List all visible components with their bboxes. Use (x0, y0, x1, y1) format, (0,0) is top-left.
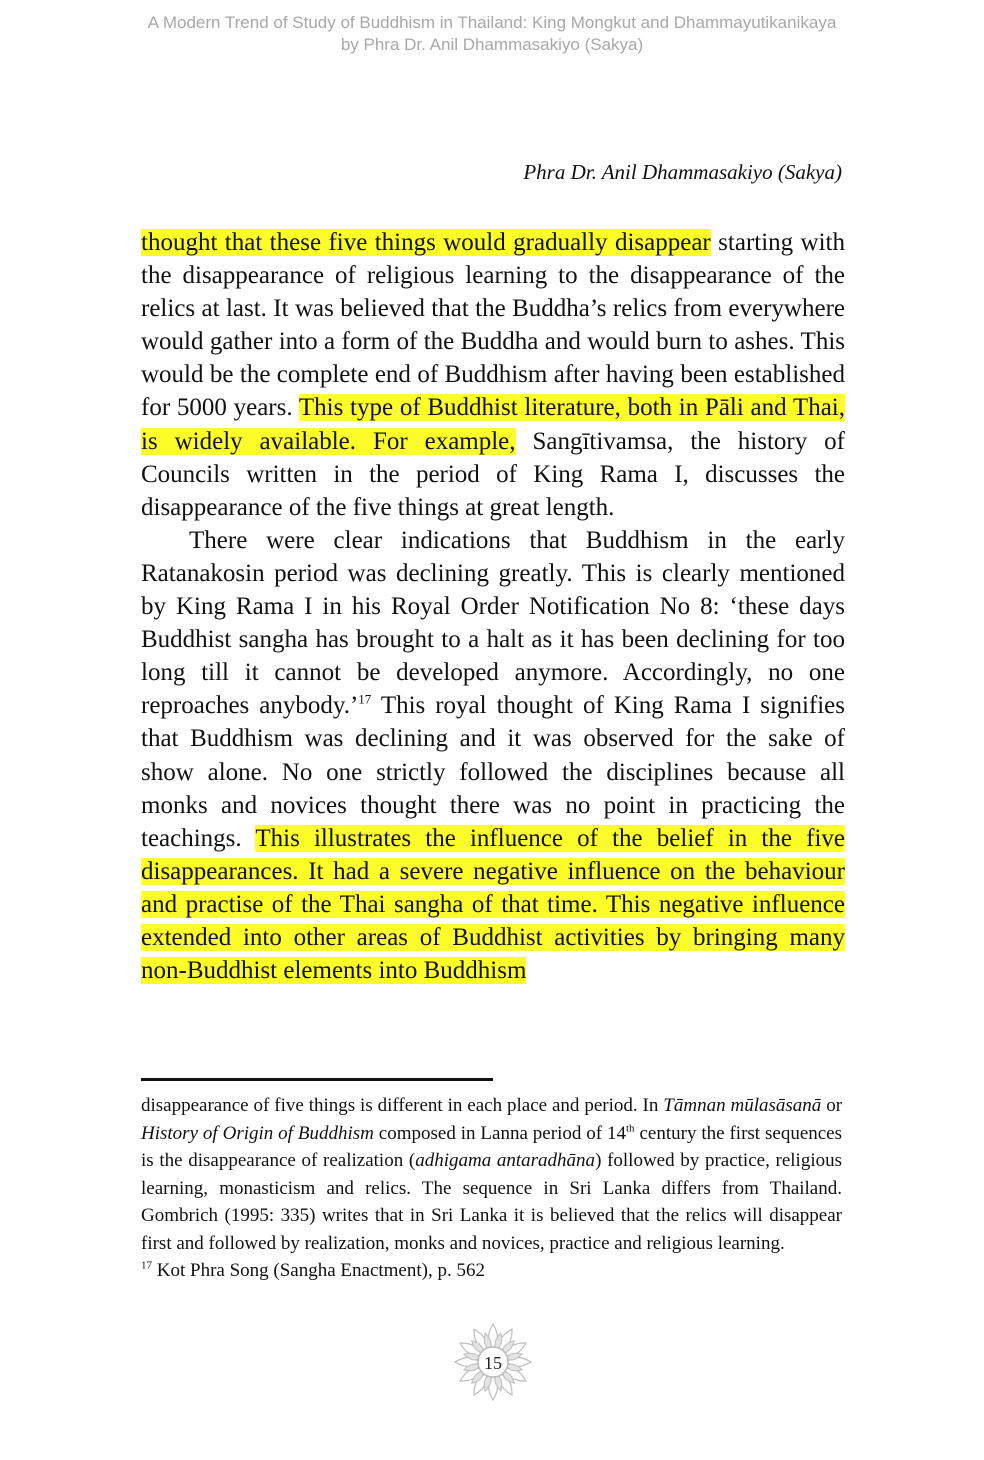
footnote-continuation (141, 1092, 842, 1257)
footnote-italic: History of Origin of Buddhism (141, 1122, 374, 1144)
footnote-text: or (821, 1095, 843, 1116)
footnote-text: composed in Lanna period of 14 (373, 1122, 626, 1144)
footnotes (141, 1092, 842, 1285)
document-title-banner (0, 12, 984, 56)
page-number: 15 (484, 1353, 502, 1373)
banner-title: A Modern Trend of Study of Buddhism in Thailand: King Mongkut and Dhammayutikanikaya (147, 13, 837, 32)
paragraph-1 (141, 226, 845, 524)
main-body (141, 226, 845, 987)
footnote-text: disappearance of five things is different in each place and period. In (141, 1095, 664, 1116)
paragraph-text: Sangītivamsa, the history of Councils written in the period of King Rama I, discusses the disappearance of the five things at great length. (141, 427, 845, 521)
footnote-text: ) followed by practice, religious learning, monasticism and relics. The sequence in Sri Lanka differs from Thailand. Gombrich (1995: 335) writes that in Sri Lanka it is believed that the relics will disappear first and followed by realization, monks and novices, practice and religious learning. (141, 1150, 842, 1254)
footnote-ref-17[interactable]: 17 (358, 691, 372, 707)
footnote-text: century the first sequences is the disappearance of realization ( (141, 1122, 843, 1171)
banner-author: by Phra Dr. Anil Dhammasakiyo (Sakya) (340, 35, 644, 54)
footnote-17 (141, 1257, 842, 1285)
paragraph-2 (141, 524, 845, 987)
running-head-author: Phra Dr. Anil Dhammasakiyo (Sakya) (523, 160, 842, 184)
footnote-separator (141, 1078, 493, 1081)
highlight[interactable]: This type of Buddhist literature, both in Pāli and Thai, is widely available. For example, (141, 394, 845, 455)
ordinal-suffix: th (626, 1122, 635, 1135)
highlight[interactable]: thought that these five things would gradually disappear (141, 229, 711, 256)
paragraph-text: There were clear indications that Buddhism in the early Ratanakosin period was declining greatly. This is clearly mentioned by King Rama I in his Royal Order Notification No 8: ‘these days Buddhist sangha has brought to a halt as it has been declining for too long till it cannot be developed anymore. Accordingly, no one reproaches anybody.’ (141, 526, 845, 720)
footnote-italic: Tāmnan mūlasāsanā (663, 1095, 822, 1116)
paragraph-text: This royal thought of King Rama I signifies that Buddhism was declining and it was observed for the sake of show alone. No one strictly followed the disciplines because all monks and novices thought there was no point in practicing the teachings. (141, 692, 846, 852)
paragraph-text: starting with the disappearance of religious learning to the disappearance of the relics at last. It was believed that the Buddha’s relics from everywhere would gather into a form of the Buddha and would burn to ashes. This would be the complete end of Buddhism after having been established for 5000 years. (141, 229, 846, 422)
footnote-italic: adhigama antaradhāna (415, 1150, 596, 1171)
footnote-number: 17 (141, 1259, 152, 1272)
highlight[interactable]: This illustrates the influence of the belief in the five disappearances. It had a severe negative influence on the behaviour and practise of the Thai sangha of that time. This negative influence extended into other areas of Buddhist activities by bringing many non-Buddhist elements into Buddhism (141, 824, 845, 985)
footnote-text: Kot Phra Song (Sangha Enactment), p. 562 (152, 1260, 485, 1281)
